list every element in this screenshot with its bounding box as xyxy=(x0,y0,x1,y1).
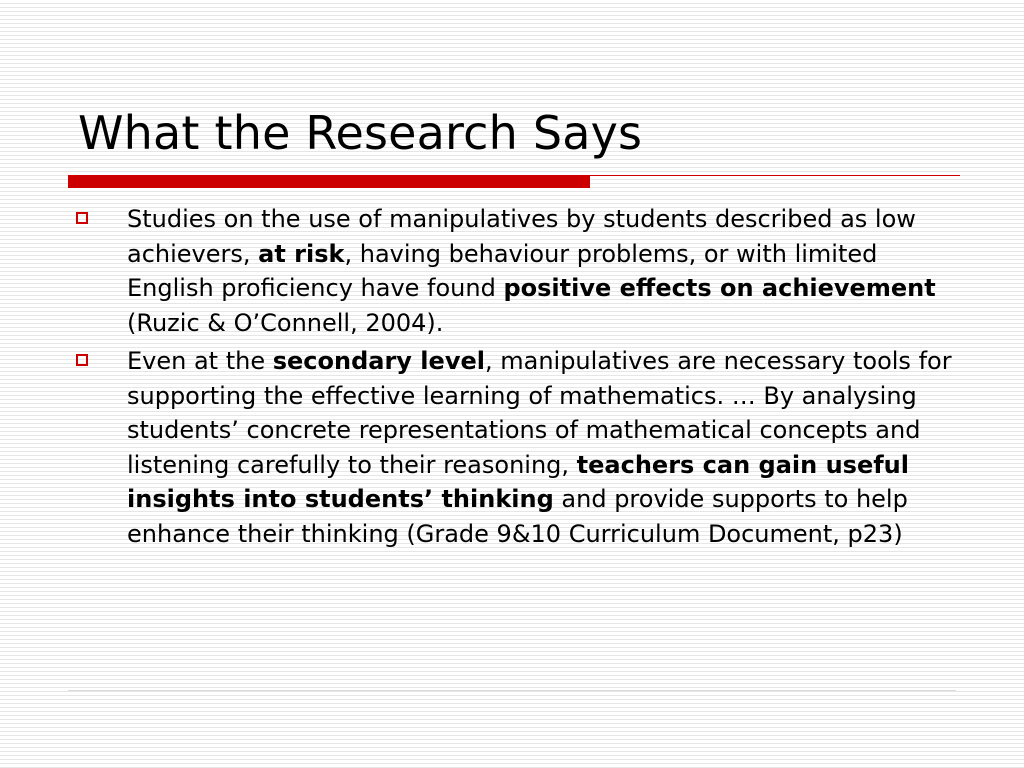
bullet-text xyxy=(127,202,956,340)
footer-divider xyxy=(68,690,956,691)
hollow-square-icon xyxy=(76,212,88,224)
text-segment: , manipulatives are necessary tools for supporting the effective learning of mathematics. … By analysing students’ concrete representations of mathematical concepts and listening carefully to their reasoning, xyxy=(127,347,952,479)
hollow-square-icon xyxy=(76,354,88,366)
bullet-text xyxy=(127,344,956,551)
text-segment: Even at the xyxy=(127,347,273,375)
title-underline-thick xyxy=(68,175,590,188)
emphasis-segment: secondary level xyxy=(272,347,485,375)
emphasis-segment: teachers can gain useful insights into students’ thinking xyxy=(127,450,909,513)
text-segment: , having behaviour problems, or with limited English proficiency have found xyxy=(127,239,878,302)
bullet-item xyxy=(76,344,956,551)
emphasis-segment: at risk xyxy=(258,239,345,268)
text-segment: (Ruzic & O’Connell, 2004). xyxy=(127,308,444,337)
emphasis-segment: positive effects on achievement xyxy=(503,274,936,302)
title-underline-thin xyxy=(590,175,960,176)
text-segment: Studies on the use of manipulatives by students described as low achievers, xyxy=(127,205,916,268)
bullet-list xyxy=(76,202,956,555)
bullet-item xyxy=(76,202,956,340)
slide-title: What the Research Says xyxy=(78,106,643,160)
text-segment: and provide supports to help enhance their thinking (Grade 9&10 Curriculum Document, p23) xyxy=(127,485,908,548)
